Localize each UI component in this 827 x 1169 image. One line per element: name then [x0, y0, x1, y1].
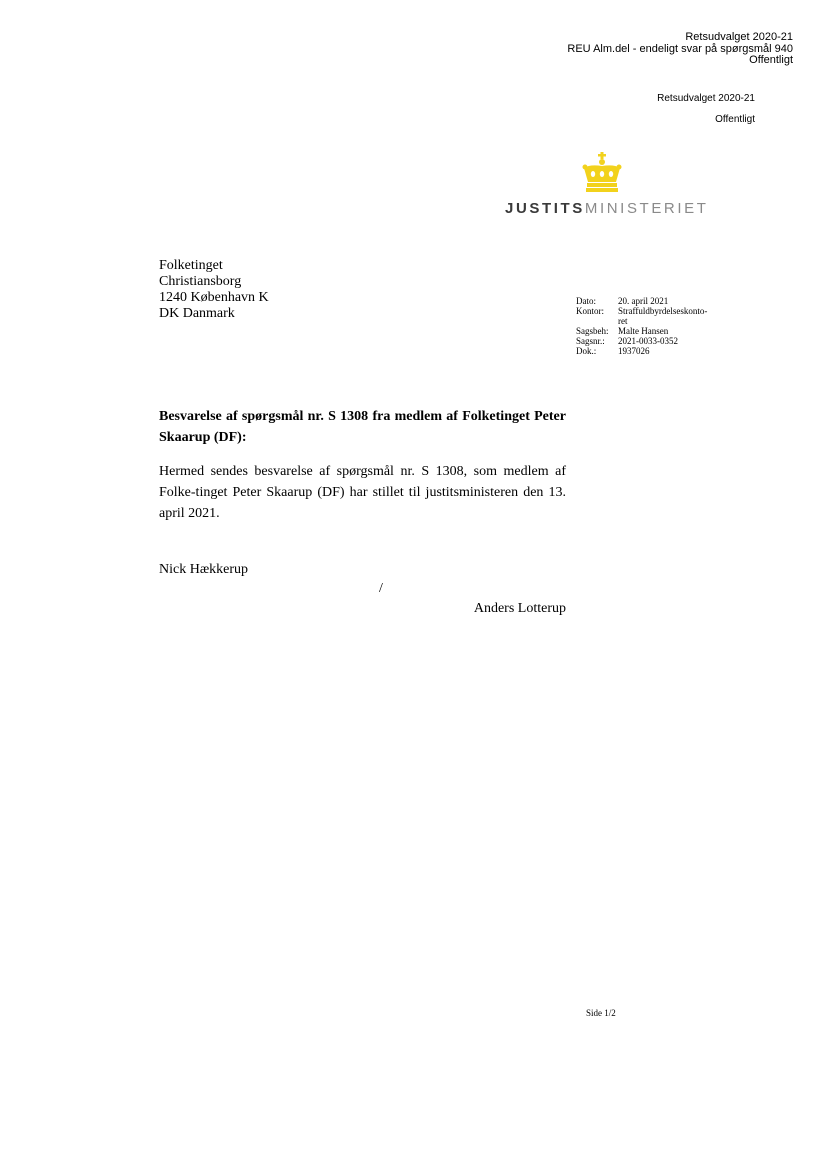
meta-value: Straffuldbyrdelseskonto- — [618, 306, 708, 316]
address-line: Folketinget — [159, 258, 223, 273]
meta-row — [576, 346, 714, 356]
address-line: DK Danmark — [159, 306, 235, 321]
logo-part-justits: JUSTITS — [505, 200, 585, 217]
inner-stamp — [657, 88, 755, 130]
meta-row — [576, 296, 714, 306]
meta-key: Dato: — [576, 296, 596, 306]
page-number: Side 1/2 — [586, 1008, 616, 1018]
meta-key: Kontor: — [576, 306, 604, 316]
meta-row — [576, 326, 714, 336]
signature-separator: / — [379, 581, 383, 596]
meta-row — [576, 316, 714, 326]
logo-part-ministeriet: MINISTERIET — [584, 200, 709, 217]
stamp-line: REU Alm.del - endeligt svar på spørgsmål 940 — [567, 42, 793, 55]
letter-body: Hermed sendes besvarelse af spørgsmål nr. S 1308, som medlem af Folke-tinget Peter Skaarup (DF) har stillet til justitsministeren den 13. april 2021. — [159, 464, 566, 521]
signature-minister: Nick Hækkerup — [159, 562, 249, 577]
meta-key: Sagsbeh: — [576, 326, 609, 336]
meta-key: Sagsnr.: — [576, 336, 605, 346]
address-line: 1240 København K — [159, 290, 269, 305]
ministry-logo — [505, 200, 709, 217]
meta-key — [576, 316, 618, 326]
meta-value: 20. april 2021 — [618, 296, 669, 306]
stamp-line: Retsudvalget 2020-21 — [685, 31, 793, 43]
crown-icon — [580, 152, 624, 194]
meta-value: Malte Hansen — [618, 326, 669, 336]
meta-row — [576, 306, 714, 316]
meta-key: Dok.: — [576, 346, 597, 356]
stamp-line: Retsudvalget 2020-21 — [657, 93, 755, 104]
meta-row — [576, 336, 714, 346]
case-metadata — [576, 296, 714, 356]
recipient-address — [159, 258, 269, 322]
meta-value: 1937026 — [618, 346, 650, 356]
stamp-line: Offentligt — [715, 114, 755, 125]
meta-value: ret — [618, 316, 628, 326]
address-line: Christiansborg — [159, 274, 242, 289]
signature-official: Anders Lotterup — [473, 601, 566, 616]
meta-value: 2021-0033-0352 — [618, 336, 678, 346]
letter-heading: Besvarelse af spørgsmål nr. S 1308 fra medlem af Folketinget Peter Skaarup (DF): — [159, 409, 566, 445]
stamp-line: Offentligt — [749, 54, 793, 66]
parliament-stamp — [567, 32, 793, 67]
